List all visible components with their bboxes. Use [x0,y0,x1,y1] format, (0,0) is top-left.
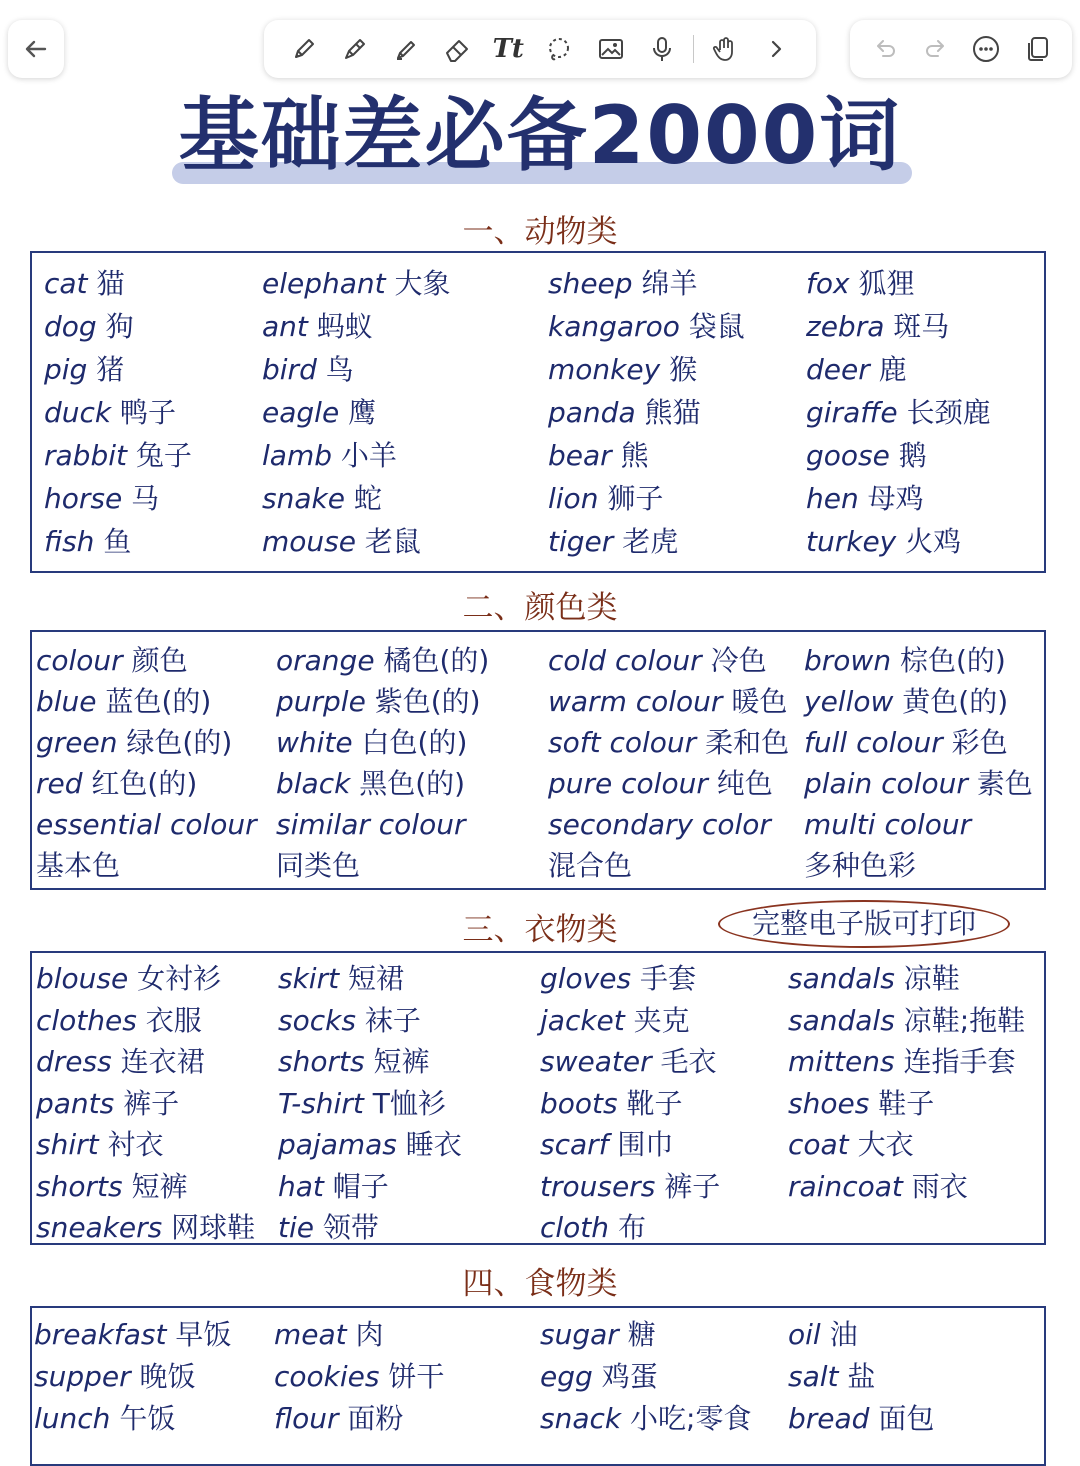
vocab-entry [788,1356,875,1398]
vocab-entry [548,435,649,477]
english-word: shorts [36,1169,123,1203]
vocab-entry [36,958,221,1000]
english-word: bread [788,1402,870,1435]
chinese-meaning: 鞋子 [878,1086,935,1120]
vocab-entry [540,1314,656,1356]
vocab-entry [278,1124,462,1166]
english-word: turkey [806,525,897,558]
chinese-meaning: 布 [617,1211,646,1244]
chinese-meaning: T恤衫 [372,1086,446,1120]
vocab-entry [806,306,949,348]
english-word: lamb [262,439,332,472]
chinese-meaning: 冷色 [710,644,767,677]
toolbar-right [850,20,1072,78]
vocab-entry [804,681,1008,723]
chinese-meaning: 兔子 [135,439,192,472]
chinese-meaning: 裤子 [123,1086,180,1120]
english-word: socks [278,1003,356,1037]
chinese-meaning: 短裤 [373,1045,430,1078]
english-word: brown [804,644,892,677]
english-word: fish [44,525,95,558]
vocab-entry [540,1398,751,1440]
highlighter-icon[interactable] [386,29,426,69]
more-options-icon[interactable] [966,29,1006,69]
eraser-icon[interactable] [437,29,477,69]
english-word: orange [276,644,375,677]
toolbar-left [8,20,64,78]
chinese-meaning: 长颈鹿 [906,396,991,429]
vocab-entry [540,1124,673,1166]
vocab-entry [36,681,211,723]
english-word: meat [274,1318,347,1351]
english-word: panda [548,396,636,429]
section-heading: 二、颜色类 [462,590,618,626]
vocab-entry [278,1041,429,1083]
vocab-entry [36,1166,187,1208]
chinese-meaning: 蛇 [353,482,382,515]
vocab-entry [804,804,971,846]
english-word: deer [806,353,870,386]
chinese-meaning: 素色 [976,767,1033,800]
vocab-entry [278,1166,389,1208]
chinese-meaning: 蚂蚁 [316,310,373,343]
chinese-meaning: 手套 [639,962,696,995]
chinese-meaning: 鸟 [325,353,354,386]
english-word: blouse [36,962,129,995]
english-word: yellow [804,685,894,718]
chinese-meaning: 柔和色 [705,726,790,759]
english-word: pants [36,1086,115,1120]
english-word: dog [44,310,97,343]
chinese-meaning: 短裙 [347,962,404,995]
vocab-entry [36,1041,205,1083]
vocab-entry [36,1207,255,1249]
vocab-entry [262,392,376,434]
vocab-entry [262,349,354,391]
vocab-entry [278,1000,421,1042]
vocab-entry [276,763,465,805]
vocab-entry [262,435,397,477]
chinese-meaning: 围巾 [617,1128,674,1161]
english-word: eagle [262,396,340,429]
chinese-meaning: 颜色 [131,644,188,677]
english-word: plain colour [804,767,968,800]
vocab-entry [36,1083,179,1125]
vocab-entry [44,263,124,305]
vocab-entry [548,845,632,887]
vocab-entry [806,392,991,434]
english-word: ant [262,310,308,343]
english-word: lion [548,482,599,515]
chinese-meaning: 大象 [394,267,451,300]
chinese-meaning: 夹克 [633,1003,690,1037]
english-word: blue [36,685,97,718]
english-word: hen [806,482,859,515]
chinese-meaning: 猫 [96,267,125,300]
chinese-meaning: 老鼠 [364,525,421,558]
english-word: similar colour [276,808,466,841]
english-word: secondary color [548,808,771,841]
chinese-meaning: 袜子 [364,1003,421,1037]
chinese-meaning: 红色(的) [91,767,198,800]
vocab-entry [540,1083,683,1125]
chinese-meaning: 凉鞋 [903,962,960,995]
chinese-meaning: 晚饭 [139,1360,196,1393]
english-word: tiger [548,525,614,558]
vocab-entry [274,1356,444,1398]
english-word: pure colour [548,767,708,800]
chinese-meaning: 暖色 [731,685,788,718]
english-word: cookies [274,1360,380,1393]
english-word: sheep [548,267,633,300]
english-word: sneakers [36,1211,163,1244]
vocab-entry [540,1041,717,1083]
vocab-entry [36,640,188,682]
vocab-entry [278,1083,446,1125]
vocab-entry [36,763,197,805]
vocab-entry [548,804,771,846]
vocab-entry [788,1083,934,1125]
vocab-entry [36,1000,202,1042]
chinese-meaning: 鹰 [348,396,377,429]
english-word: duck [44,396,112,429]
chinese-meaning: 网球鞋 [171,1211,256,1244]
vocab-entry [548,640,767,682]
english-word: salt [788,1360,839,1393]
chevron-right-icon[interactable] [756,29,796,69]
chinese-meaning: 大衣 [857,1128,914,1161]
english-word: scarf [540,1128,609,1161]
english-word: white [276,726,353,759]
chinese-meaning: 短裤 [131,1169,188,1203]
chinese-meaning: 饼干 [388,1360,445,1393]
english-word: dress [36,1045,112,1078]
chinese-meaning: 狮子 [607,482,664,515]
chinese-meaning: 熊猫 [644,396,701,429]
undo-icon[interactable] [865,29,905,69]
chinese-meaning: 绿色(的) [126,726,233,759]
vocab-entry [804,640,1006,682]
vocab-entry [540,1207,646,1249]
chinese-meaning: 帽子 [332,1169,389,1203]
chinese-meaning: 母鸡 [867,482,924,515]
english-word: skirt [278,962,340,995]
chinese-meaning: 鸡蛋 [601,1360,658,1393]
vocab-entry [262,478,382,520]
vocab-entry [34,1398,175,1440]
vocab-entry [262,263,451,305]
chinese-meaning: 纯色 [716,767,773,800]
chinese-meaning: 连指手套 [903,1045,1016,1078]
vocab-entry [44,392,176,434]
chinese-meaning: 小吃;零食 [630,1402,752,1435]
english-word: black [276,767,351,800]
chinese-meaning: 衬衣 [107,1128,164,1161]
chinese-meaning: 混合色 [548,849,633,882]
vocab-entry [36,845,120,887]
section-heading: 四、食物类 [462,1266,618,1302]
english-word: shoes [788,1086,870,1120]
chinese-meaning: 领带 [322,1211,379,1244]
english-word: pajamas [278,1128,397,1161]
chinese-meaning: 蓝色(的) [105,685,212,718]
english-word: shirt [36,1128,99,1161]
chinese-meaning: 棕色(的) [899,644,1006,677]
vocab-entry [548,306,745,348]
chinese-meaning: 马 [131,482,160,515]
english-word: jacket [540,1003,625,1037]
vocab-entry [44,349,124,391]
english-word: purple [276,685,366,718]
english-word: sweater [540,1045,652,1078]
vocab-entry [540,958,696,1000]
vocab-entry [548,521,678,563]
chinese-meaning: 多种色彩 [804,849,917,882]
english-word: fox [806,267,850,300]
english-word: zebra [806,310,885,343]
english-word: clothes [36,1003,137,1037]
chinese-meaning: 面粉 [347,1402,404,1435]
english-word: monkey [548,353,661,386]
chinese-meaning: 橘色(的) [383,644,490,677]
english-word: multi colour [804,808,972,841]
chinese-meaning: 凉鞋;拖鞋 [903,1003,1026,1037]
chinese-meaning: 火鸡 [905,525,962,558]
vocab-entry [804,722,1008,764]
english-word: bear [548,439,612,472]
vocab-entry [278,958,404,1000]
english-word: bird [262,353,317,386]
vocab-entry [788,1000,1025,1042]
chinese-meaning: 早饭 [175,1318,232,1351]
chinese-meaning: 鸭子 [120,396,177,429]
vocab-entry [804,763,1033,805]
english-word: tie [278,1211,314,1244]
vocab-entry [804,845,916,887]
vocab-entry [788,1124,914,1166]
chinese-meaning: 靴子 [626,1086,683,1120]
vocab-entry [274,1314,384,1356]
vocab-entry [548,263,697,305]
vocab-entry [540,1000,690,1042]
microphone-icon[interactable] [642,29,682,69]
english-word: sandals [788,962,895,995]
chinese-meaning: 斑马 [893,310,950,343]
vocab-entry [548,392,701,434]
english-word: lunch [34,1402,111,1435]
english-word: mouse [262,525,356,558]
english-word: raincoat [788,1169,903,1203]
vocab-entry [44,521,131,563]
chinese-meaning: 彩色 [951,726,1008,759]
vocab-entry [274,1398,403,1440]
page-title: 基础差必备2000词 [178,89,902,182]
chinese-meaning: 鹿 [878,353,907,386]
chinese-meaning: 盐 [847,1360,876,1393]
english-word: trousers [540,1169,656,1203]
chinese-meaning: 油 [829,1318,858,1351]
print-note: 完整电子版可打印 [718,900,1010,948]
image-icon[interactable] [591,29,631,69]
chinese-meaning: 熊 [620,439,649,472]
lasso-icon[interactable] [539,29,579,69]
english-word: cloth [540,1211,610,1244]
vocab-entry [44,306,134,348]
vocab-entry [262,521,421,563]
vocab-entry [548,349,697,391]
english-word: cold colour [548,644,702,677]
english-word: goose [806,439,890,472]
redo-icon[interactable] [916,29,956,69]
english-word: snack [540,1402,622,1435]
vocab-entry [788,958,960,1000]
english-word: egg [540,1360,593,1393]
vocab-entry [806,521,961,563]
chinese-meaning: 糖 [627,1318,656,1351]
english-word: rabbit [44,439,127,472]
english-word: flour [274,1402,339,1435]
vocab-entry [44,478,159,520]
hand-pointer-icon[interactable] [705,29,745,69]
title-area [0,86,1080,196]
english-word: supper [34,1360,131,1393]
vocab-entry [276,845,360,887]
english-word: horse [44,482,123,515]
vocab-entry [548,681,787,723]
english-word: T-shirt [278,1086,364,1120]
chinese-meaning: 睡衣 [405,1128,462,1161]
chinese-meaning: 鹅 [898,439,927,472]
toolbar-divider [693,35,694,63]
vocab-entry [262,306,373,348]
vocab-entry [788,1314,858,1356]
english-word: sandals [788,1003,895,1037]
vocab-entry [788,1166,968,1208]
english-word: oil [788,1318,821,1351]
chinese-meaning: 绵羊 [641,267,698,300]
chinese-meaning: 猪 [96,353,125,386]
vocab-entry [44,435,192,477]
vocab-entry [806,349,907,391]
chinese-meaning: 午饭 [119,1402,176,1435]
vocab-entry [36,1124,164,1166]
chinese-meaning: 同类色 [276,849,361,882]
toolbar-tools [264,20,816,78]
chinese-meaning: 裤子 [664,1169,721,1203]
vocab-entry [34,1356,196,1398]
vocab-entry [540,1166,720,1208]
english-word: coat [788,1128,849,1161]
vocab-entry [806,478,924,520]
vocab-entry [548,763,773,805]
english-word: mittens [788,1045,895,1078]
english-word: full colour [804,726,943,759]
chinese-meaning: 狐狸 [858,267,915,300]
chinese-meaning: 猴 [669,353,698,386]
english-word: colour [36,644,123,677]
vocab-entry [278,1207,379,1249]
vocab-entry [540,1356,658,1398]
chinese-meaning: 袋鼠 [688,310,745,343]
vocab-entry [276,681,481,723]
section-heading: 一、动物类 [462,214,618,250]
text-tool-icon[interactable]: Tt [492,34,524,64]
chinese-meaning: 雨衣 [911,1169,968,1203]
english-word: hat [278,1169,324,1203]
chinese-meaning: 肉 [355,1318,384,1351]
chinese-meaning: 基本色 [36,849,121,882]
pen-icon[interactable] [284,29,324,69]
english-word: boots [540,1086,618,1120]
english-word: green [36,726,118,759]
vocab-entry [788,1041,1016,1083]
pages-icon[interactable] [1017,29,1057,69]
english-word: pig [44,353,88,386]
back-arrow-icon[interactable] [16,29,56,69]
english-word: warm colour [548,685,723,718]
chinese-meaning: 紫色(的) [374,685,481,718]
chinese-meaning: 女衬衫 [137,962,222,995]
english-word: elephant [262,267,386,300]
chinese-meaning: 老虎 [622,525,679,558]
chinese-meaning: 黑色(的) [359,767,466,800]
vocab-entry [276,640,489,682]
english-word: kangaroo [548,310,680,343]
vocab-entry [548,722,789,764]
vocab-entry [788,1398,934,1440]
chinese-meaning: 连衣裙 [120,1045,205,1078]
vocab-entry [36,804,257,846]
english-word: breakfast [34,1318,167,1351]
vocab-entry [276,804,465,846]
vocab-entry [548,478,663,520]
english-word: gloves [540,962,632,995]
vocab-entry [36,722,232,764]
chinese-meaning: 狗 [105,310,134,343]
english-word: red [36,767,83,800]
chinese-meaning: 小羊 [340,439,397,472]
chinese-meaning: 黄色(的) [902,685,1009,718]
english-word: snake [262,482,345,515]
english-word: sugar [540,1318,619,1351]
chinese-meaning: 白色(的) [361,726,468,759]
fountain-pen-icon[interactable] [335,29,375,69]
vocab-entry [806,435,927,477]
vocab-entry [34,1314,231,1356]
chinese-meaning: 面包 [878,1402,935,1435]
vocab-entry [806,263,914,305]
english-word: soft colour [548,726,697,759]
chinese-meaning: 毛衣 [660,1045,717,1078]
english-word: shorts [278,1045,365,1078]
section-heading: 三、衣物类 [462,912,618,948]
english-word: giraffe [806,396,898,429]
vocab-entry [276,722,467,764]
chinese-meaning: 鱼 [103,525,132,558]
chinese-meaning: 衣服 [145,1003,202,1037]
english-word: essential colour [36,808,257,841]
english-word: cat [44,267,88,300]
